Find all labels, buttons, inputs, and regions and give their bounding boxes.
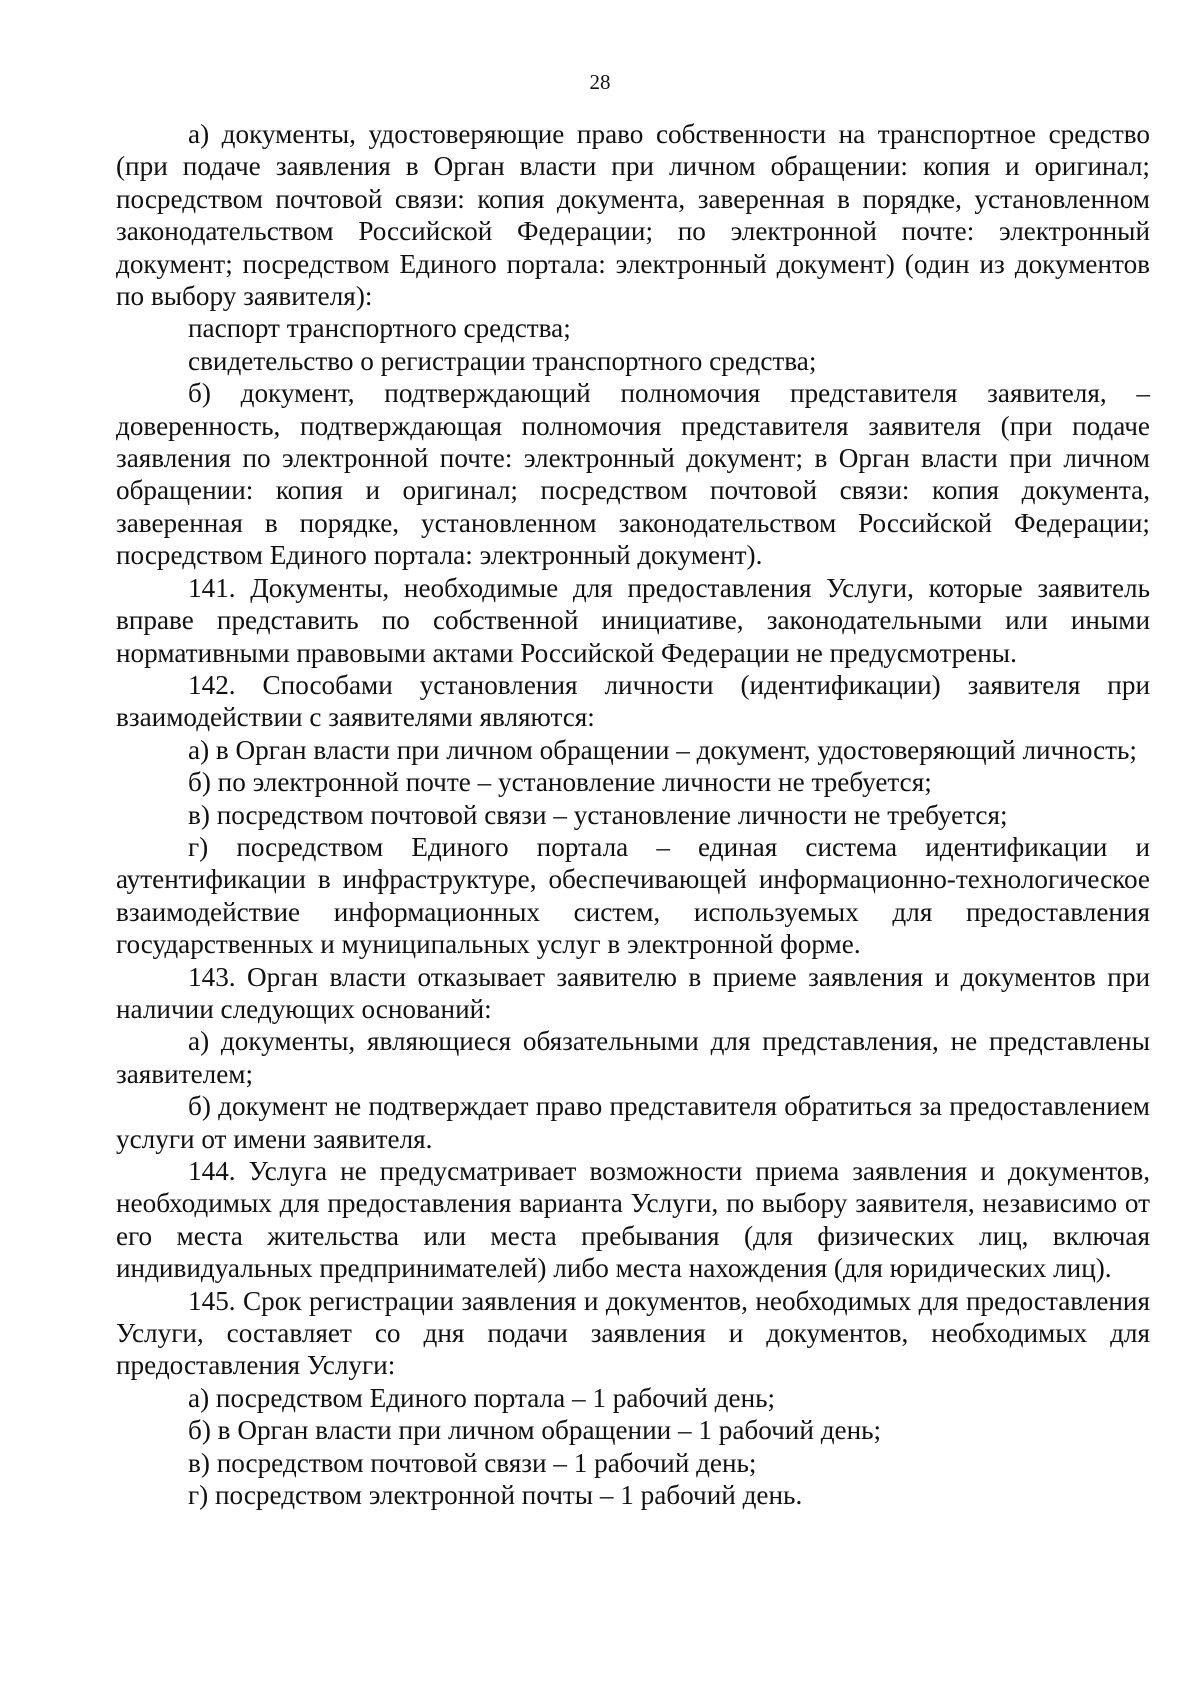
paragraph-142-g: г) посредством Единого портала – единая система идентификации и аутентификации в инфраструктуре, обеспечивающей информационно-технологическое взаимодействие информационных систем, используемых для предоставления государственных и муниципальных услуг в электронной форме. [116, 831, 1150, 960]
paragraph-142-b: б) по электронной почте – установление личности не требуется; [188, 767, 932, 798]
paragraph-142-v: в) посредством почтовой связи – установление личности не требуется; [188, 799, 1008, 830]
paragraph-item-a-ownership-docs: а) документы, удостоверяющие право собственности на транспортное средство (при подаче заявления в Орган власти при личном обращении: копия и оригинал; посредством почтовой связи: копия документа, заверенная в порядке, установленном законодательством Российской Федерации; по электронной почте: электронный документ; посредством Единого портала: электронный документ) (один из документов по выбору заявителя): [116, 119, 1150, 312]
paragraph-143-b: б) документ не подтверждает право представителя обратиться за предоставлением услуги от имени заявителя. [116, 1091, 1150, 1154]
paragraph-142: 142. Способами установления личности (идентификации) заявителя при взаимодействии с заявителями являются: [116, 669, 1150, 733]
paragraph-141: 141. Документы, необходимые для предоставления Услуги, которые заявитель вправе представить по собственной инициативе, законодательными или иными нормативными правовыми актами Российской Федерации не предусмотрены. [116, 572, 1150, 668]
paragraph-144: 144. Услуга не предусматривает возможности приема заявления и документов, необходимых для предоставления варианта Услуги, по выбору заявителя, независимо от его места жительства или места пребывания (для физических лиц, включая индивидуальных предпринимателей) либо места нахождения (для юридических лиц). [116, 1156, 1150, 1284]
paragraph-143: 143. Орган власти отказывает заявителю в приеме заявления и документов при наличии следующих оснований: [116, 961, 1150, 1024]
document-body [116, 118, 1150, 1511]
paragraph-145-b: б) в Орган власти при личном обращении – 1 рабочий день; [188, 1415, 882, 1446]
paragraph-registration-certificate: свидетельство о регистрации транспортного средства; [188, 345, 817, 376]
paragraph-145-g: г) посредством электронной почты – 1 рабочий день. [188, 1480, 803, 1511]
paragraph-145-v: в) посредством почтовой связи – 1 рабочий день; [188, 1447, 757, 1478]
page-number: 28 [589, 70, 611, 94]
paragraph-145: 145. Срок регистрации заявления и документов, необходимых для предоставления Услуги, составляет со дня подачи заявления и документов, необходимых для предоставления Услуги: [116, 1285, 1150, 1381]
paragraph-142-a: а) в Орган власти при личном обращении – документ, удостоверяющий личность; [188, 734, 1137, 765]
paragraph-145-a: а) посредством Единого портала – 1 рабочий день; [188, 1382, 776, 1413]
paragraph-143-a: а) документы, являющиеся обязательными для представления, не представлены заявителем; [116, 1026, 1150, 1089]
paragraph-vehicle-passport: паспорт транспортного средства; [188, 313, 571, 344]
paragraph-item-b-power-of-attorney: б) документ, подтверждающий полномочия представителя заявителя, – доверенность, подтверждающая полномочия представителя заявителя (при подаче заявления по электронной почте: электронный документ; в Орган власти при личном обращении: копия и оригинал; посредством почтовой связи: копия документа, заверенная в порядке, установленном законодательством Российской Федерации; посредством Единого портала: электронный документ). [116, 378, 1150, 571]
